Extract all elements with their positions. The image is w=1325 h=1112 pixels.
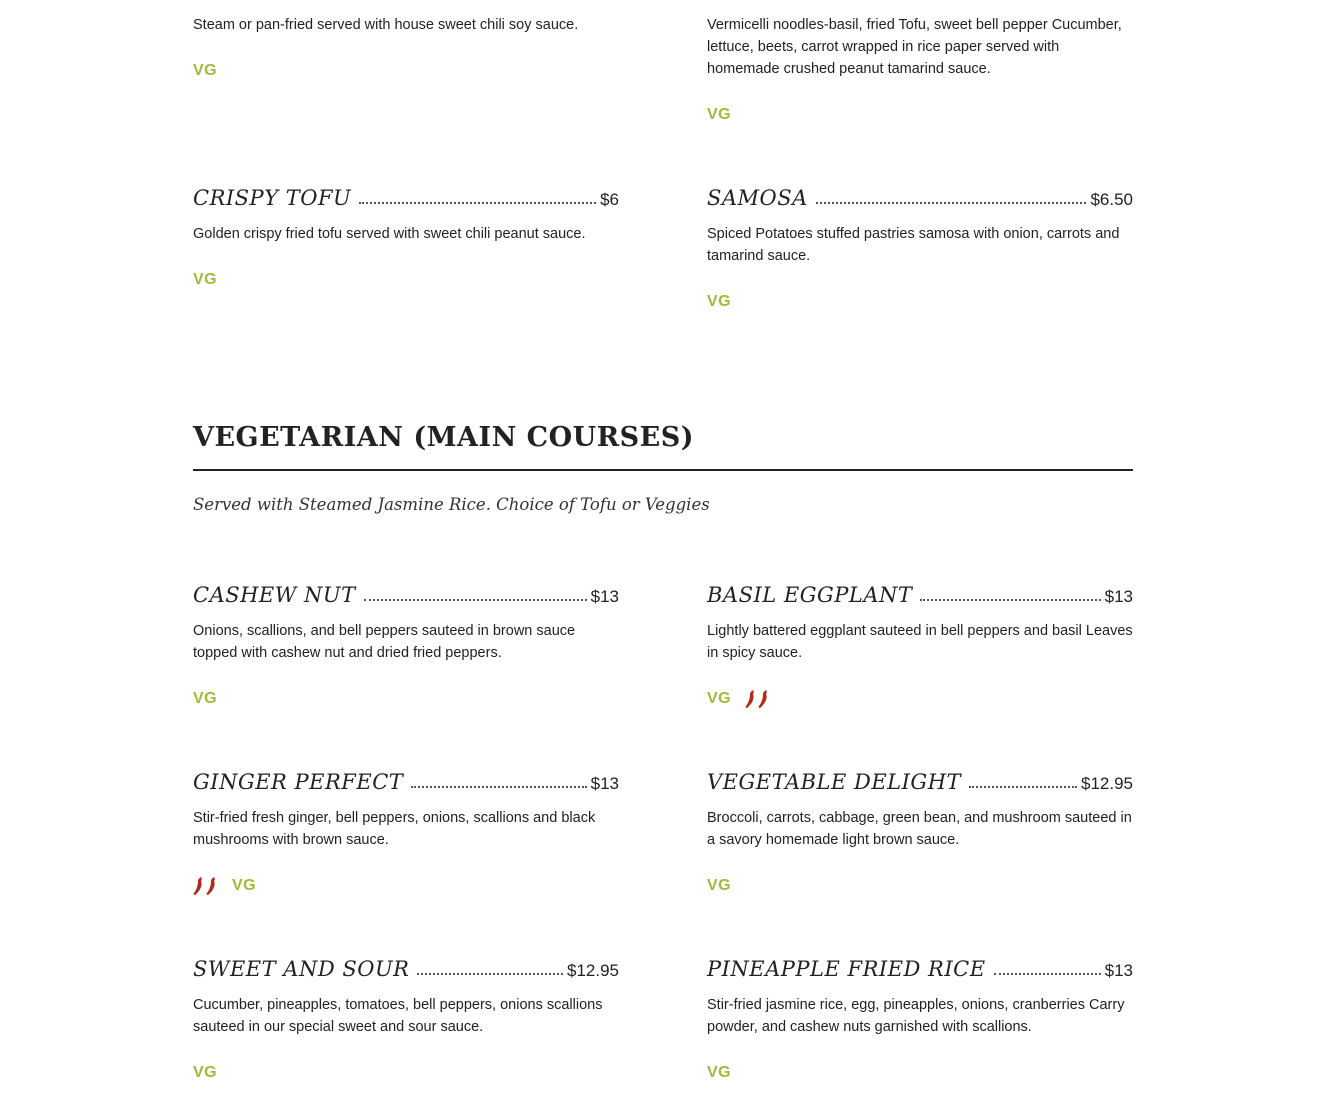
vegan-badge: VG: [193, 271, 218, 288]
item-description: Stir-fried fresh ginger, bell peppers, onions, scallions and black mushrooms with brown sauce.: [193, 810, 596, 848]
vegan-badge: VG: [707, 1064, 732, 1081]
item-price: $13: [590, 587, 619, 606]
item-price: $6.50: [1090, 190, 1133, 209]
item-tags: [193, 268, 619, 292]
item-description: Golden crispy fried tofu served with sweet chili peanut sauce.: [193, 226, 586, 242]
item-tags: [193, 687, 619, 711]
dot-leader: [364, 598, 587, 601]
dot-leader: [816, 201, 1087, 204]
item-price: $12.95: [567, 961, 619, 980]
item-price: $13: [1104, 587, 1133, 606]
dot-leader: [994, 972, 1101, 975]
item-name: CASHEW NUT: [193, 583, 356, 607]
menu-item-sweet-and-sour: [193, 951, 619, 1085]
item-description: Spiced Potatoes stuffed pastries samosa with onion, carrots and tamarind sauce.: [707, 226, 1120, 264]
dot-leader: [359, 201, 596, 204]
item-description: Broccoli, carrots, cabbage, green bean, and mushroom sauteed in a savory homemade light brown sauce.: [707, 810, 1132, 848]
item-tags: [193, 1061, 619, 1085]
item-header: [193, 577, 619, 607]
item-description: Cucumber, pineapples, tomatoes, bell peppers, onions scallions sauteed in our special sweet and sour sauce.: [193, 997, 603, 1035]
menu-item-vegetable-delight: [707, 764, 1133, 898]
chili-pepper-icon: [193, 876, 218, 896]
vegan-badge: VG: [193, 690, 218, 707]
item-header: [193, 764, 619, 794]
item-description: Steam or pan-fried served with house sweet chili soy sauce.: [193, 17, 579, 33]
item-price: $13: [590, 774, 619, 793]
section-subtitle: Served with Steamed Jasmine Rice. Choice of Tofu or Veggies: [193, 495, 710, 514]
vegan-badge: VG: [193, 62, 218, 79]
menu-item-pineapple-fried-rice: [707, 951, 1133, 1085]
item-name: PINEAPPLE FRIED RICE: [707, 957, 986, 981]
vegan-badge: VG: [232, 877, 257, 894]
dot-leader: [969, 785, 1077, 788]
menu-item-ginger-perfect: [193, 764, 619, 898]
menu-item-cashew-nut: [193, 577, 619, 711]
item-header: [193, 180, 619, 210]
dot-leader: [920, 598, 1100, 601]
item-tags: [707, 687, 1133, 711]
vegan-badge: VG: [707, 877, 732, 894]
item-name: BASIL EGGPLANT: [707, 583, 913, 607]
menu-item-partial-right: [707, 14, 1133, 127]
item-header: [707, 764, 1133, 794]
dot-leader: [417, 972, 563, 975]
item-tags: [193, 874, 619, 898]
item-name: GINGER PERFECT: [193, 770, 404, 794]
item-header: [707, 577, 1133, 607]
vegan-badge: VG: [707, 106, 732, 123]
item-header: [707, 180, 1133, 210]
item-description: Onions, scallions, and bell peppers sauteed in brown sauce topped with cashew nut and dried fried peppers.: [193, 623, 576, 661]
item-price: $13: [1104, 961, 1133, 980]
item-description: Vermicelli noodles-basil, fried Tofu, sweet bell pepper Cucumber, lettuce, beets, carrot wrapped in rice paper served with homemade crushed peanut tamarind sauce.: [707, 17, 1122, 77]
item-name: SWEET AND SOUR: [193, 957, 410, 981]
item-name: VEGETABLE DELIGHT: [707, 770, 962, 794]
menu-item-basil-eggplant: [707, 577, 1133, 711]
section-divider: [193, 469, 1133, 471]
vegan-badge: VG: [193, 1064, 218, 1081]
item-header: [193, 951, 619, 981]
dot-leader: [411, 785, 586, 788]
item-tags: [707, 1061, 1133, 1085]
item-tags: [707, 874, 1133, 898]
item-tags: [707, 290, 1133, 314]
item-tags: [707, 103, 1133, 127]
item-name: CRISPY TOFU: [193, 186, 352, 210]
item-tags: [193, 59, 619, 83]
item-price: $12.95: [1081, 774, 1133, 793]
menu-item-partial-left: [193, 14, 619, 83]
item-name: SAMOSA: [707, 186, 808, 210]
item-header: [707, 951, 1133, 981]
menu-item-crispy-tofu: [193, 180, 619, 292]
section-title: VEGETARIAN (MAIN COURSES): [193, 422, 694, 453]
chili-pepper-icon: [745, 689, 770, 709]
vegan-badge: VG: [707, 690, 732, 707]
item-price: $6: [600, 190, 619, 209]
menu-item-samosa: [707, 180, 1133, 314]
vegan-badge: VG: [707, 293, 732, 310]
item-description: Stir-fried jasmine rice, egg, pineapples, onions, cranberries Carry powder, and cashew nuts garnished with scallions.: [707, 997, 1125, 1035]
item-description: Lightly battered eggplant sauteed in bell peppers and basil Leaves in spicy sauce.: [707, 623, 1133, 661]
